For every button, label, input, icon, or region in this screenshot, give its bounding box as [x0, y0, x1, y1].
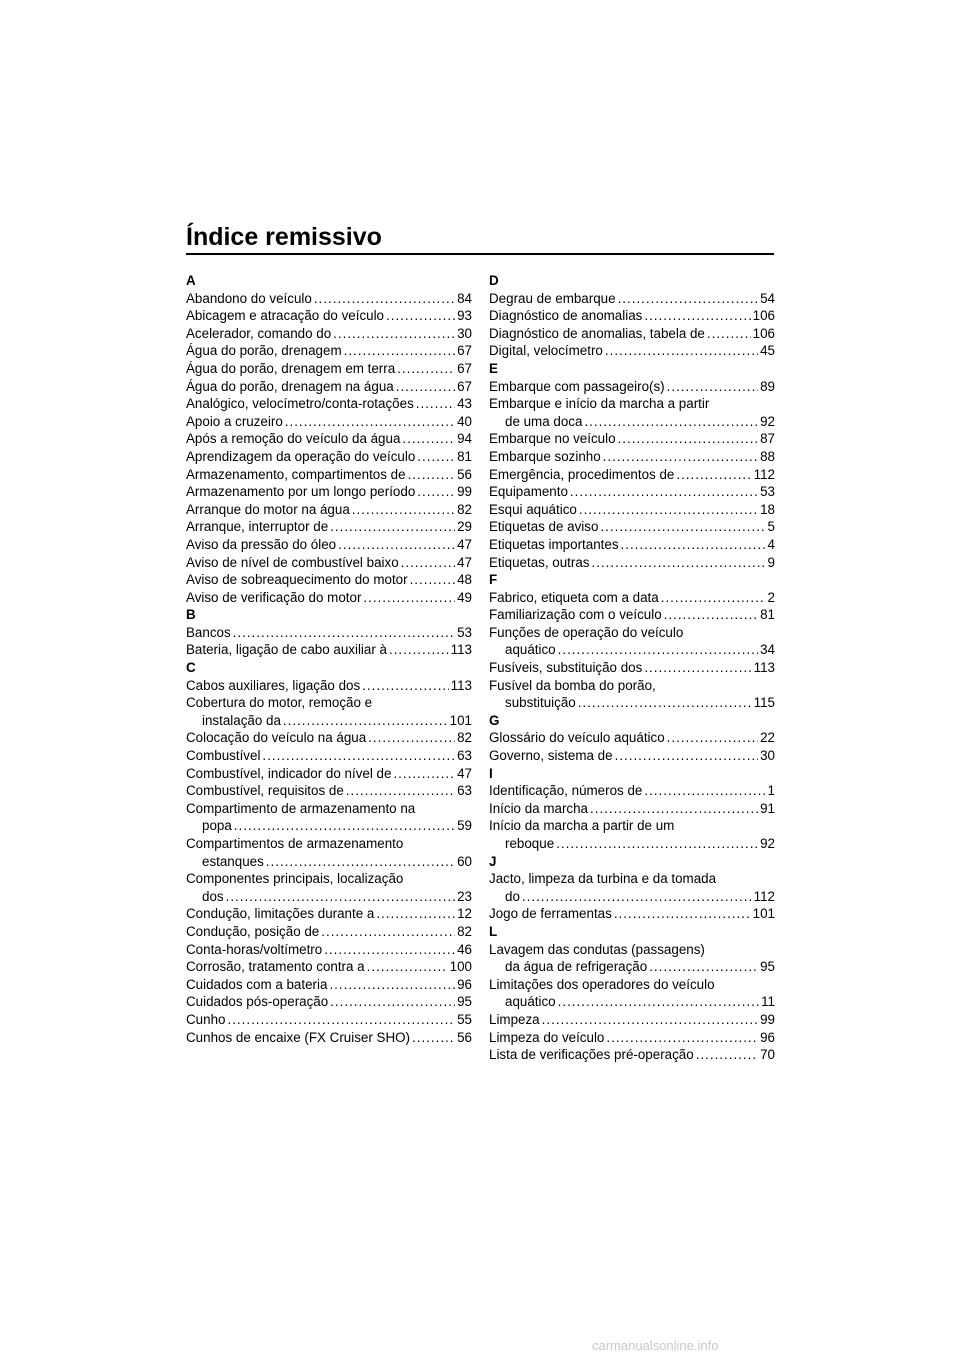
index-entry	[489, 290, 775, 308]
index-entry	[489, 378, 775, 396]
index-entry	[186, 817, 472, 835]
dot-leader	[664, 606, 758, 624]
index-entry-page: 47	[457, 536, 472, 552]
index-entry	[186, 483, 472, 501]
index-entry	[489, 501, 775, 519]
index-letter-heading: A	[186, 273, 196, 288]
index-entry	[186, 853, 472, 871]
index-entry-term: aquático	[505, 642, 556, 658]
index-entry-term: Embarque no veículo	[489, 431, 616, 447]
index-entry-term: Esqui aquático	[489, 501, 577, 517]
index-entry-page: 53	[760, 484, 775, 500]
index-entry	[489, 800, 775, 818]
index-letter-heading: F	[489, 572, 498, 588]
dot-leader	[321, 923, 455, 941]
index-entry-page: 70	[760, 1047, 775, 1063]
index-entry-page: 112	[753, 466, 775, 482]
index-entry-page: 101	[752, 906, 775, 922]
index-entry	[489, 905, 775, 923]
index-entry-term: Governo, sistema de	[489, 748, 613, 764]
dot-leader	[226, 888, 456, 906]
dot-leader	[389, 641, 449, 659]
index-entry	[489, 536, 775, 554]
index-entry	[489, 835, 775, 853]
dot-leader	[676, 466, 751, 484]
index-entry	[186, 518, 472, 536]
index-entry-term: Abandono do veículo	[186, 290, 312, 306]
index-entry-line: Funções de operação do veículo	[489, 624, 684, 640]
index-entry-term: Armazenamento, compartimentos de	[186, 466, 406, 482]
dot-leader	[344, 342, 455, 360]
index-entry-page: 113	[450, 642, 472, 658]
index-entry-term: Diagnóstico de anomalias, tabela de	[489, 325, 705, 341]
index-entry	[186, 395, 472, 413]
index-entry-term: Familiarização com o veículo	[489, 607, 662, 623]
index-entry	[186, 923, 472, 941]
index-entry-page: 99	[457, 484, 472, 500]
index-entry-term: Apoio a cruzeiro	[186, 413, 283, 429]
index-entry-term: Armazenamento por um longo período	[186, 484, 416, 500]
dot-leader	[621, 536, 766, 554]
index-entry-line: Compartimento de armazenamento na	[186, 800, 416, 816]
dot-leader	[417, 448, 455, 466]
index-entry-term: Água do porão, drenagem	[186, 343, 342, 359]
index-entry	[186, 624, 472, 642]
index-entry-page: 101	[449, 712, 472, 728]
index-entry	[186, 677, 472, 695]
index-entry-line: Embarque e início da marcha a partir	[489, 396, 710, 412]
index-entry-page: 34	[760, 642, 775, 658]
index-entry-page: 45	[760, 343, 775, 359]
index-entry-term: Combustível, indicador do nível de	[186, 765, 392, 781]
dot-leader	[618, 430, 759, 448]
index-letter-heading: C	[186, 660, 196, 676]
index-entry	[186, 905, 472, 923]
index-entry-page: 81	[457, 448, 472, 464]
dot-leader	[644, 782, 765, 800]
index-entry-term: Limpeza	[489, 1011, 540, 1027]
index-entry	[186, 993, 472, 1011]
index-entry-term: Cunhos de encaixe (FX Cruiser SHO)	[186, 1029, 411, 1045]
index-entry-page: 63	[457, 783, 472, 799]
index-entry	[186, 958, 472, 976]
index-entry-line: Compartimentos de armazenamento	[186, 836, 404, 851]
index-entry-page: 55	[457, 1011, 472, 1027]
index-entry-term: Analógico, velocímetro/conta-rotações	[186, 396, 414, 412]
index-entry-line: Fusível da bomba do porão,	[489, 677, 656, 693]
index-entry	[489, 325, 775, 343]
index-entry-page: 82	[457, 501, 472, 517]
index-entry-page: 1	[767, 783, 775, 799]
dot-leader	[368, 729, 455, 747]
index-entry-term: Corrosão, tratamento contra a	[186, 959, 365, 975]
index-entry	[186, 941, 472, 959]
dot-leader	[367, 958, 448, 976]
dot-leader	[570, 483, 758, 501]
index-entry-page: 23	[457, 888, 472, 904]
index-entry-page: 12	[457, 906, 472, 922]
index-entry-term: Aprendizagem da operação do veículo	[186, 448, 416, 464]
index-entry	[186, 448, 472, 466]
index-entry-page: 30	[457, 325, 472, 341]
index-letter-heading: J	[489, 853, 497, 869]
index-entry-term: Combustível	[186, 748, 261, 764]
index-entry-term: Emergência, procedimentos de	[489, 466, 675, 482]
index-entry-page: 100	[449, 959, 472, 975]
index-entry-page: 95	[760, 959, 775, 975]
index-entry-term: Arranque do motor na água	[186, 501, 350, 517]
index-entry-line: Componentes principais, localização	[186, 871, 404, 887]
index-entry-page: 53	[457, 624, 472, 640]
index-entry-term: Etiquetas, outras	[489, 554, 590, 570]
index-entry-term: Fabrico, etiqueta com a data	[489, 589, 659, 605]
index-entry-page: 67	[457, 360, 472, 376]
index-entry-term: substituição	[505, 695, 576, 711]
index-entry-page: 67	[457, 343, 472, 359]
index-entry-term: Abicagem e atracação do veículo	[186, 308, 385, 324]
index-letter-heading: E	[489, 360, 498, 376]
dot-leader	[606, 1029, 758, 1047]
index-entry	[186, 729, 472, 747]
page-title: Índice remissivo	[186, 223, 382, 251]
index-entry	[489, 518, 775, 536]
index-entry-page: 88	[760, 448, 775, 464]
index-entry-page: 82	[457, 923, 472, 939]
index-entry	[186, 325, 472, 343]
dot-leader	[410, 571, 456, 589]
dot-leader	[401, 554, 455, 572]
index-entry-page: 54	[760, 290, 775, 306]
dot-leader	[329, 976, 455, 994]
index-entry-page: 92	[760, 836, 775, 851]
index-entry-term: Água do porão, drenagem em terra	[186, 360, 396, 376]
index-entry-page: 47	[457, 765, 472, 781]
index-entry-page: 56	[457, 1029, 472, 1045]
index-entry-page: 5	[767, 519, 775, 535]
index-entry-page: 89	[760, 378, 775, 394]
index-entry	[489, 888, 775, 906]
index-entry	[186, 888, 472, 906]
dot-leader	[314, 290, 455, 308]
index-entry-line: Cobertura do motor, remoção e	[186, 695, 373, 711]
index-entry	[489, 483, 775, 501]
dot-leader	[603, 448, 758, 466]
index-entry-term: Etiquetas importantes	[489, 536, 619, 552]
dot-leader	[558, 993, 759, 1011]
index-entry-term: Início da marcha	[489, 800, 588, 816]
index-entry-term: estanques	[202, 853, 264, 869]
index-entry-term: Acelerador, comando do	[186, 325, 332, 341]
dot-leader	[522, 888, 752, 906]
index-entry-page: 87	[760, 431, 775, 447]
index-entry	[489, 958, 775, 976]
dot-leader	[330, 993, 455, 1011]
index-entry-term: Combustível, requisitos de	[186, 783, 344, 799]
index-entry-page: 91	[760, 800, 775, 816]
index-entry	[186, 589, 472, 607]
dot-leader	[262, 747, 455, 765]
index-entry-term: Água do porão, drenagem na água	[186, 378, 394, 394]
index-entry-page: 18	[760, 501, 775, 517]
dot-leader	[393, 765, 455, 783]
dot-leader	[233, 624, 455, 642]
dot-leader	[346, 782, 455, 800]
index-entry	[489, 589, 775, 607]
dot-leader	[600, 518, 765, 536]
index-letter-heading: D	[489, 273, 499, 288]
dot-leader	[416, 395, 455, 413]
index-entry-term: do	[505, 888, 520, 904]
dot-leader	[362, 677, 448, 695]
dot-leader	[696, 1046, 758, 1064]
index-entry-term: Glossário do veículo aquático	[489, 730, 665, 746]
index-entry	[489, 747, 775, 765]
index-entry	[489, 1029, 775, 1047]
index-entry-term: Conta-horas/voltímetro	[186, 941, 323, 957]
index-entry-term: Equipamento	[489, 484, 568, 500]
index-entry-page: 30	[760, 748, 775, 764]
dot-leader	[579, 501, 758, 519]
index-entry-term: Jogo de ferramentas	[489, 906, 612, 922]
dot-leader	[618, 290, 759, 308]
dot-leader	[667, 729, 758, 747]
index-entry-page: 96	[760, 1029, 775, 1045]
index-entry-page: 22	[760, 730, 775, 746]
index-entry-term: Diagnóstico de anomalias	[489, 308, 643, 324]
index-entry-line: Lavagem das condutas (passagens)	[489, 941, 705, 957]
index-entry-page: 2	[767, 589, 775, 605]
dot-leader	[590, 800, 758, 818]
index-entry	[489, 1011, 775, 1029]
dot-leader	[397, 360, 455, 378]
index-entry-term: reboque	[505, 836, 555, 851]
index-entry	[186, 413, 472, 431]
index-entry-line: Limitações dos operadores do veículo	[489, 976, 715, 992]
index-entry-page: 81	[760, 607, 775, 623]
index-entry	[186, 571, 472, 589]
index-entry	[186, 1029, 472, 1047]
index-entry-page: 60	[457, 853, 472, 869]
index-entry-page: 95	[457, 994, 472, 1010]
dot-leader	[644, 659, 751, 677]
dot-leader	[542, 1011, 758, 1029]
index-entry-term: Condução, posição de	[186, 923, 320, 939]
index-entry	[186, 378, 472, 396]
dot-leader	[376, 905, 455, 923]
index-entry-term: de uma doca	[505, 413, 583, 429]
index-entry-term: instalação da	[202, 712, 281, 728]
index-entry-line: Início da marcha a partir de um	[489, 818, 675, 834]
dot-leader	[408, 466, 456, 484]
index-entry	[186, 430, 472, 448]
dot-leader	[615, 747, 759, 765]
index-entry-term: Após a remoção do veículo da água	[186, 431, 401, 447]
index-entry-page: 46	[457, 941, 472, 957]
dot-leader	[234, 817, 455, 835]
dot-leader	[285, 413, 455, 431]
index-entry-page: 43	[457, 396, 472, 412]
index-entry-term: popa	[202, 818, 232, 834]
index-entry-page: 82	[457, 730, 472, 746]
index-column-right	[489, 272, 775, 1064]
index-entry-term: Lista de verificações pré-operação	[489, 1047, 694, 1063]
index-entry-term: Bateria, ligação de cabo auxiliar à	[186, 642, 387, 658]
index-entry-term: Colocação do veículo na água	[186, 730, 367, 746]
index-entry-page: 11	[761, 994, 775, 1010]
index-entry	[186, 360, 472, 378]
index-entry-term: Digital, velocímetro	[489, 343, 603, 359]
index-entry-term: Embarque com passageiro(s)	[489, 378, 665, 394]
index-letter-heading: G	[489, 712, 500, 728]
index-entry	[186, 290, 472, 308]
index-entry-term: Aviso de sobreaquecimento do motor	[186, 572, 408, 588]
index-entry-page: 115	[753, 695, 775, 711]
index-entry-page: 113	[753, 660, 775, 676]
index-column-left	[186, 272, 472, 1046]
index-entry-term: Aviso de verificação do motor	[186, 589, 362, 605]
index-entry	[186, 536, 472, 554]
index-entry-term: Cuidados com a bateria	[186, 976, 328, 992]
index-letter-heading: L	[489, 923, 498, 939]
dot-leader	[227, 1011, 455, 1029]
index-entry	[489, 782, 775, 800]
index-entry	[489, 641, 775, 659]
index-entry-page: 59	[457, 818, 472, 834]
index-entry	[489, 413, 775, 431]
index-entry-term: Aviso de nível de combustível baixo	[186, 554, 399, 570]
dot-leader	[324, 941, 455, 959]
index-entry	[489, 466, 775, 484]
index-entry-term: Fusíveis, substituição dos	[489, 660, 643, 676]
dot-leader	[338, 536, 455, 554]
dot-leader	[333, 325, 455, 343]
dot-leader	[667, 378, 758, 396]
index-entry	[489, 659, 775, 677]
index-entry-page: 92	[760, 413, 775, 429]
index-entry	[186, 1011, 472, 1029]
index-entry-term: aquático	[505, 994, 556, 1010]
dot-leader	[592, 554, 766, 572]
index-entry-page: 9	[767, 554, 775, 570]
dot-leader	[558, 641, 758, 659]
dot-leader	[707, 325, 751, 343]
index-entry-page: 48	[457, 572, 472, 588]
index-entry	[489, 606, 775, 624]
index-entry-term: Bancos	[186, 624, 231, 640]
dot-leader	[412, 1029, 455, 1047]
index-entry-page: 96	[457, 976, 472, 992]
index-entry	[489, 342, 775, 360]
index-entry	[186, 554, 472, 572]
index-entry	[186, 747, 472, 765]
index-entry-page: 40	[457, 413, 472, 429]
index-entry-page: 112	[753, 888, 775, 904]
index-entry-term: da água de refrigeração	[505, 959, 648, 975]
index-entry-term: Arranque, interruptor de	[186, 519, 329, 535]
dot-leader	[614, 905, 751, 923]
index-entry	[489, 694, 775, 712]
dot-leader	[266, 853, 455, 871]
dot-leader	[402, 430, 455, 448]
dot-leader	[605, 342, 758, 360]
dot-leader	[644, 307, 750, 325]
watermark-footer: carmanualsonline.info	[592, 1338, 719, 1353]
index-entry-page: 106	[752, 325, 775, 341]
index-entry-page: 67	[457, 378, 472, 394]
index-entry-term: Degrau de embarque	[489, 290, 616, 306]
index-entry-line: Jacto, limpeza da turbina e da tomada	[489, 871, 717, 887]
index-entry	[489, 448, 775, 466]
dot-leader	[396, 378, 455, 396]
index-entry-term: Cunho	[186, 1011, 226, 1027]
index-entry-page: 47	[457, 554, 472, 570]
index-entry-page: 56	[457, 466, 472, 482]
index-letter-heading: B	[186, 607, 196, 623]
index-entry	[489, 993, 775, 1011]
index-entry	[186, 976, 472, 994]
dot-leader	[584, 413, 758, 431]
dot-leader	[283, 712, 448, 730]
index-entry	[489, 430, 775, 448]
index-entry-page: 49	[457, 589, 472, 605]
index-entry-page: 113	[450, 677, 472, 693]
index-entry	[186, 641, 472, 659]
index-entry-term: Identificação, números de	[489, 783, 643, 799]
dot-leader	[649, 958, 758, 976]
index-entry	[489, 554, 775, 572]
index-entry-term: dos	[202, 888, 224, 904]
dot-leader	[578, 694, 752, 712]
index-entry-term: Aviso da pressão do óleo	[186, 536, 337, 552]
index-entry-term: Cuidados pós-operação	[186, 994, 329, 1010]
index-entry-term: Cabos auxiliares, ligação dos	[186, 677, 361, 693]
index-entry-page: 29	[457, 519, 472, 535]
index-entry	[186, 712, 472, 730]
dot-leader	[330, 518, 455, 536]
index-entry-term: Limpeza do veículo	[489, 1029, 605, 1045]
index-entry-page: 106	[752, 308, 775, 324]
dot-leader	[386, 307, 455, 325]
index-entry	[186, 501, 472, 519]
index-entry	[186, 466, 472, 484]
dot-leader	[417, 483, 455, 501]
dot-leader	[352, 501, 455, 519]
index-entry-page: 93	[457, 308, 472, 324]
index-entry	[186, 765, 472, 783]
index-entry-page: 4	[767, 536, 775, 552]
index-entry-page: 63	[457, 748, 472, 764]
dot-leader	[363, 589, 455, 607]
index-entry	[489, 729, 775, 747]
index-entry	[489, 1046, 775, 1064]
index-entry-page: 94	[457, 431, 472, 447]
index-entry-term: Condução, limitações durante a	[186, 906, 375, 922]
index-entry	[186, 307, 472, 325]
index-entry	[186, 342, 472, 360]
title-rule	[186, 253, 774, 255]
index-entry	[489, 307, 775, 325]
index-entry-page: 99	[760, 1011, 775, 1027]
index-entry-term: Embarque sozinho	[489, 448, 601, 464]
dot-leader	[661, 589, 766, 607]
index-entry-term: Etiquetas de aviso	[489, 519, 599, 535]
dot-leader	[556, 835, 758, 853]
index-entry	[186, 782, 472, 800]
index-letter-heading: I	[489, 765, 493, 781]
index-entry-page: 84	[457, 290, 472, 306]
